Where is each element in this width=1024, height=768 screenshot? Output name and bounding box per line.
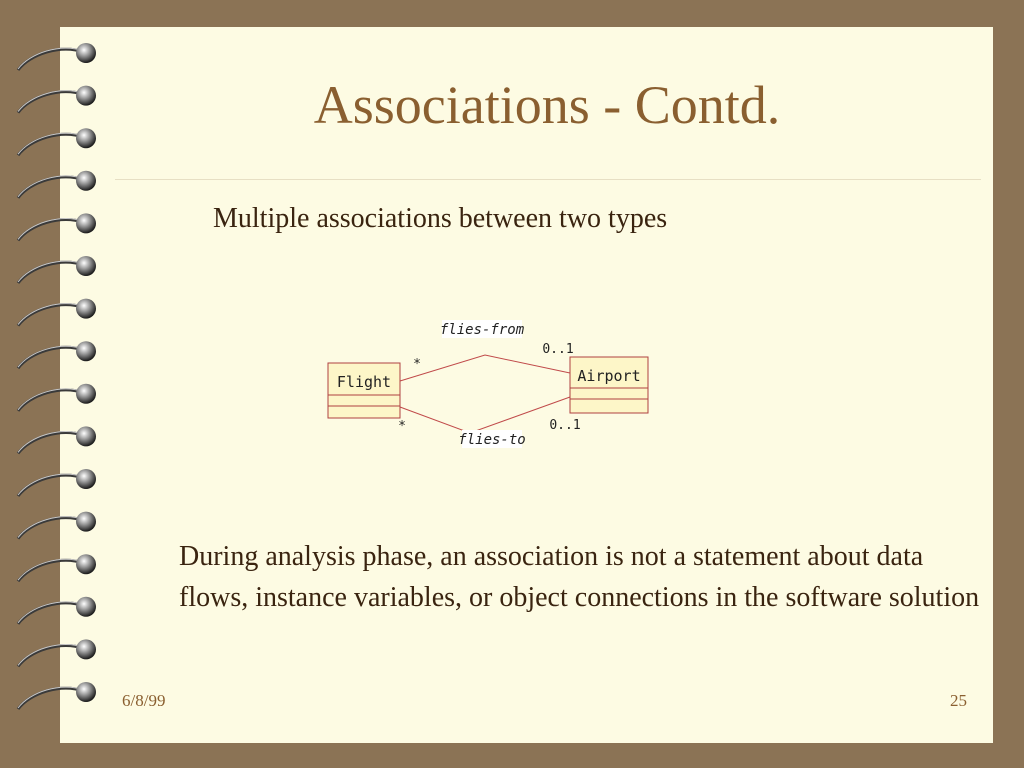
flies-to-association-line (400, 397, 570, 433)
flies-to-label: flies-to (458, 432, 526, 448)
spiral-ring (18, 171, 96, 198)
flies-from-label: flies-from (439, 322, 525, 338)
airport-bottom-multiplicity: 0..1 (549, 418, 581, 433)
flight-class-box (328, 363, 400, 418)
airport-class-name: Airport (577, 367, 641, 385)
slide-title: Associations - Contd. (313, 75, 781, 135)
spiral-ring (18, 682, 96, 709)
flight-top-multiplicity: * (413, 357, 421, 372)
spiral-ring (18, 384, 96, 411)
spiral-ring (18, 299, 96, 326)
airport-class-box (570, 357, 648, 413)
flight-bottom-multiplicity: * (398, 419, 406, 434)
spiral-ring (18, 341, 96, 368)
flies-from-association-line (400, 355, 570, 381)
airport-top-multiplicity: 0..1 (542, 342, 574, 357)
uml-association-diagram (320, 315, 660, 455)
spiral-ring (18, 469, 96, 496)
flight-class-name: Flight (336, 373, 392, 391)
slide-subtitle: Multiple associations between two types (213, 203, 668, 234)
footer-date: 6/8/99 (122, 691, 166, 710)
body-paragraph: During analysis phase, an association is not a statement about data flows, instance variables, or object connections in the software solution (179, 541, 980, 613)
spiral-ring (18, 597, 96, 624)
spiral-ring (18, 213, 96, 240)
page-number: 25 (950, 691, 967, 710)
spiral-ring (18, 639, 96, 666)
spiral-ring (18, 256, 96, 283)
spiral-ring (18, 554, 96, 581)
spiral-ring (18, 426, 96, 453)
spiral-ring (18, 512, 96, 539)
title-divider (115, 179, 981, 180)
spiral-ring (18, 43, 96, 70)
